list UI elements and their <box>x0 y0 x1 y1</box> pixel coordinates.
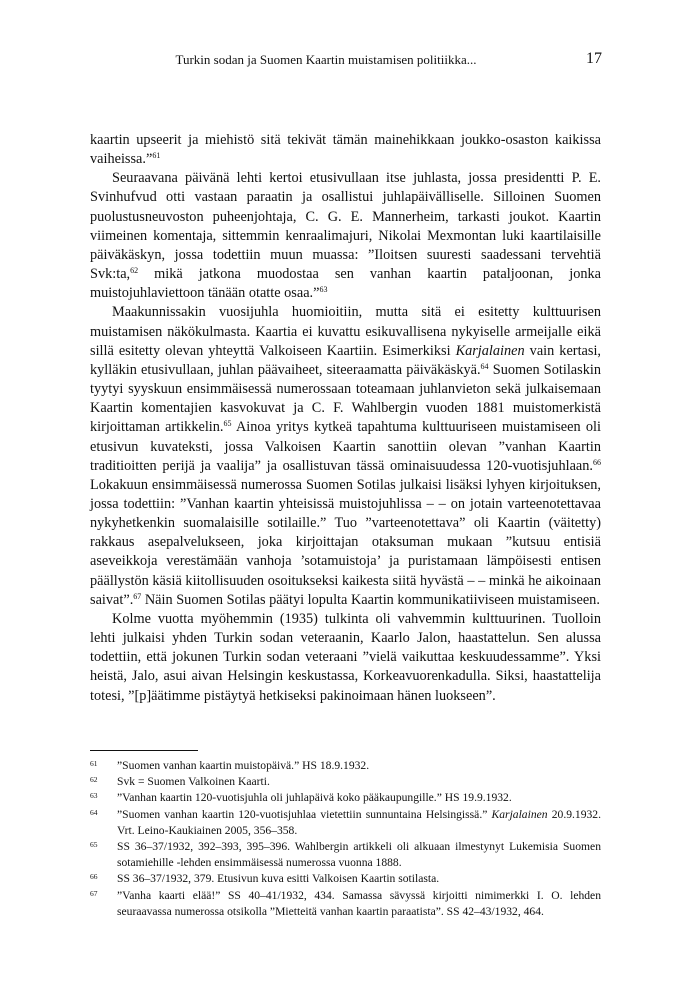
footnote-ref[interactable]: 62 <box>130 266 139 276</box>
footnote <box>90 871 601 887</box>
footnote-ref[interactable]: 63 <box>319 285 328 295</box>
paragraph-1 <box>90 131 601 169</box>
footnote <box>90 839 601 871</box>
footnote-text: ”Vanha kaarti elää!” SS 40–41/1932, 434. Samassa sävyssä kirjoitti nimimerkki I. O. lehden seuraavassa numerossa otsikolla ”Mietteitä vanhan kaartin paraatista”. SS 42–43/1932, 464. <box>117 888 601 918</box>
footnote-ref[interactable]: 61 <box>152 151 161 161</box>
paragraph-3 <box>90 303 601 610</box>
footnote-number: 64 <box>90 807 98 817</box>
text-run: Seuraavana päivänä lehti kertoi etusivullaan itse juhlasta, jossa presidentti P. E. Svinhufvud otti vastaan paraatin ja osallistui juhlapäivälliselle. Silloinen Suomen puolustusneuvoston puheenjohtaja, C. G. E. Mannerheim, tarkasti joukot. Kaartin viimeinen komentaja, sittemmin kenraalimajuri, Nikolai Mexmontan luki kaartilaisille päiväkäskyn, jossa todettiin muun muassa: ”Iloitsen suuresti saadessani tervehtiä Svk:ta, <box>90 170 601 283</box>
running-head <box>90 50 602 70</box>
footnote-ref[interactable]: 66 <box>593 457 601 467</box>
newspaper-title: Karjalainen <box>491 807 548 821</box>
footnote-ref[interactable]: 65 <box>223 419 232 429</box>
footnotes <box>90 758 601 920</box>
footnote-number: 65 <box>90 840 98 850</box>
footnote-text: 20.9.1932. Vrt. Leino-Kaukiainen 2005, 356–358. <box>117 807 601 837</box>
footnote-text: ”Vanhan kaartin 120-vuotisjuhla oli juhlapäivä koko pääkaupungille.” HS 19.9.1932. <box>117 791 512 805</box>
text-run: Maakunnissakin vuosijuhla huomioitiin, mutta sitä ei esitetty kulttuurisen muistamisen näkökulmasta. Kaartia ei kuvattu esikuvallisena nykyiselle armeijalle eikä sillä esitetty olevan yhteyttä Valkoiseen Kaartiin. Esimerkiksi <box>90 304 601 359</box>
footnote <box>90 888 601 920</box>
paragraph-2 <box>90 169 601 303</box>
footnote <box>90 774 601 790</box>
page-number: 17 <box>586 50 602 67</box>
text-run: Suomen Sotilaskin tyytyi syyskuun ensimmäisessä numerossaan toteamaan juhlanvieton sekä julkaisemaan Kaartin komentajien kasvokuvat ja C. F. Wahlbergin vuoden 1881 muistomerkistä kirjoittaman artikkelin. <box>90 361 601 436</box>
text-run: vain kertasi, kylläkin etusivullaan, juhlan päävaiheet, siteeraamatta päiväkäskyä. <box>90 342 601 378</box>
text-run: kaartin upseerit ja miehistö sitä tekivät tämän mainehikkaan joukko-osaston kaikissa vaiheissa.” <box>90 132 601 168</box>
text-run: Ainoa yritys kytkeä tapahtuma kulttuuriseen muistamiseen oli etusivun kuvateksti, jossa Valkoisen Kaartin sanottiin olevan ”vanhan Kaartin traditioitten perijä ja vaalija” ja osallistuvan tässä ominaisuudessa 120-vuotisjuhlaan. <box>90 419 601 474</box>
text-run: Lokakuun ensimmäisessä numerossa Suomen Sotilas julkaisi lisäksi lyhyen kirjoituksen, jossa todettiin: ”Vanhan kaartin yhteisissä muistojuhlissa – – on jotain varteenotettavaa nykyhetkenkin suomalaisille sotilaille.” Tuo ”varteenotettava” oli Kaartin (väitetty) rakkaus asepalvelukseen, joka kirjoittajan otaksuman mukaan ”kutsuu entisiä aseveikkoja verestämään vanhoja ’sotamuistoja’ ja puristamaan lämpöisesti entisen päällystön käsiä kiitollisuuden osoitukseksi kaikesta siitä hyvästä – – minkä he aikoinaan saivat”. <box>90 476 601 608</box>
text-run: mikä jatkona muodostaa sen vanhan kaartin pataljoonan, jonka muistojuhlaviettoon tänään otatte osaa.” <box>90 266 601 302</box>
newspaper-title: Karjalainen <box>455 342 525 359</box>
footnote-text: ”Suomen vanhan kaartin muistopäivä.” HS 18.9.1932. <box>117 759 370 772</box>
footnote <box>90 807 601 839</box>
text-run: Kolme vuotta myöhemmin (1935) tulkinta oli vahvemmin kulttuurinen. Tuolloin lehti julkaisi yhden Turkin sodan veteraanin, Kaarlo Jalon, haastattelun. Sen alussa todettiin, että jokunen Turkin sodan veteraani ”vielä vaikuttaa keskuudessamme”. Yksi heistä, Jalo, asui aivan Helsingin keskustassa, Korkeavuorenkadulla. Siksi, haastattelija totesi, ”[p]äätimme pistäytyä hetkiseksi pakinoimaan hänen luokseen”. <box>90 610 601 704</box>
footnote-separator <box>90 750 198 751</box>
footnote-number: 66 <box>90 872 98 882</box>
footnote-number: 63 <box>90 791 98 801</box>
footnote-text: SS 36–37/1932, 392–393, 395–396. Wahlbergin artikkeli oli alkuaan ilmestynyt Lukemisia Suomen sotamiehille -lehden ensimmäisessä numerossa vuonna 1888. <box>117 840 601 870</box>
footnote-ref[interactable]: 64 <box>480 361 489 371</box>
footnote-text: Svk = Suomen Valkoinen Kaarti. <box>117 775 270 789</box>
footnote <box>90 790 601 806</box>
footnote-number: 62 <box>90 775 98 785</box>
running-title: Turkin sodan ja Suomen Kaartin muistamisen politiikka... <box>175 52 477 67</box>
footnote-text: ”Suomen vanhan kaartin 120-vuotisjuhlaa vietettiin sunnuntaina Helsingissä.” <box>117 807 492 821</box>
footnote-ref[interactable]: 67 <box>133 591 142 601</box>
footnote-text: SS 36–37/1932, 379. Etusivun kuva esitti Valkoisen Kaartin sotilasta. <box>117 872 440 886</box>
footnote-number: 67 <box>90 888 98 898</box>
footnote <box>90 758 601 774</box>
footnote-number: 61 <box>90 759 98 768</box>
text-run: Näin Suomen Sotilas päätyi lopulta Kaartin kommunikatiiviseen muistamiseen. <box>141 591 600 608</box>
body-text <box>90 131 601 706</box>
paragraph-4 <box>90 610 601 706</box>
